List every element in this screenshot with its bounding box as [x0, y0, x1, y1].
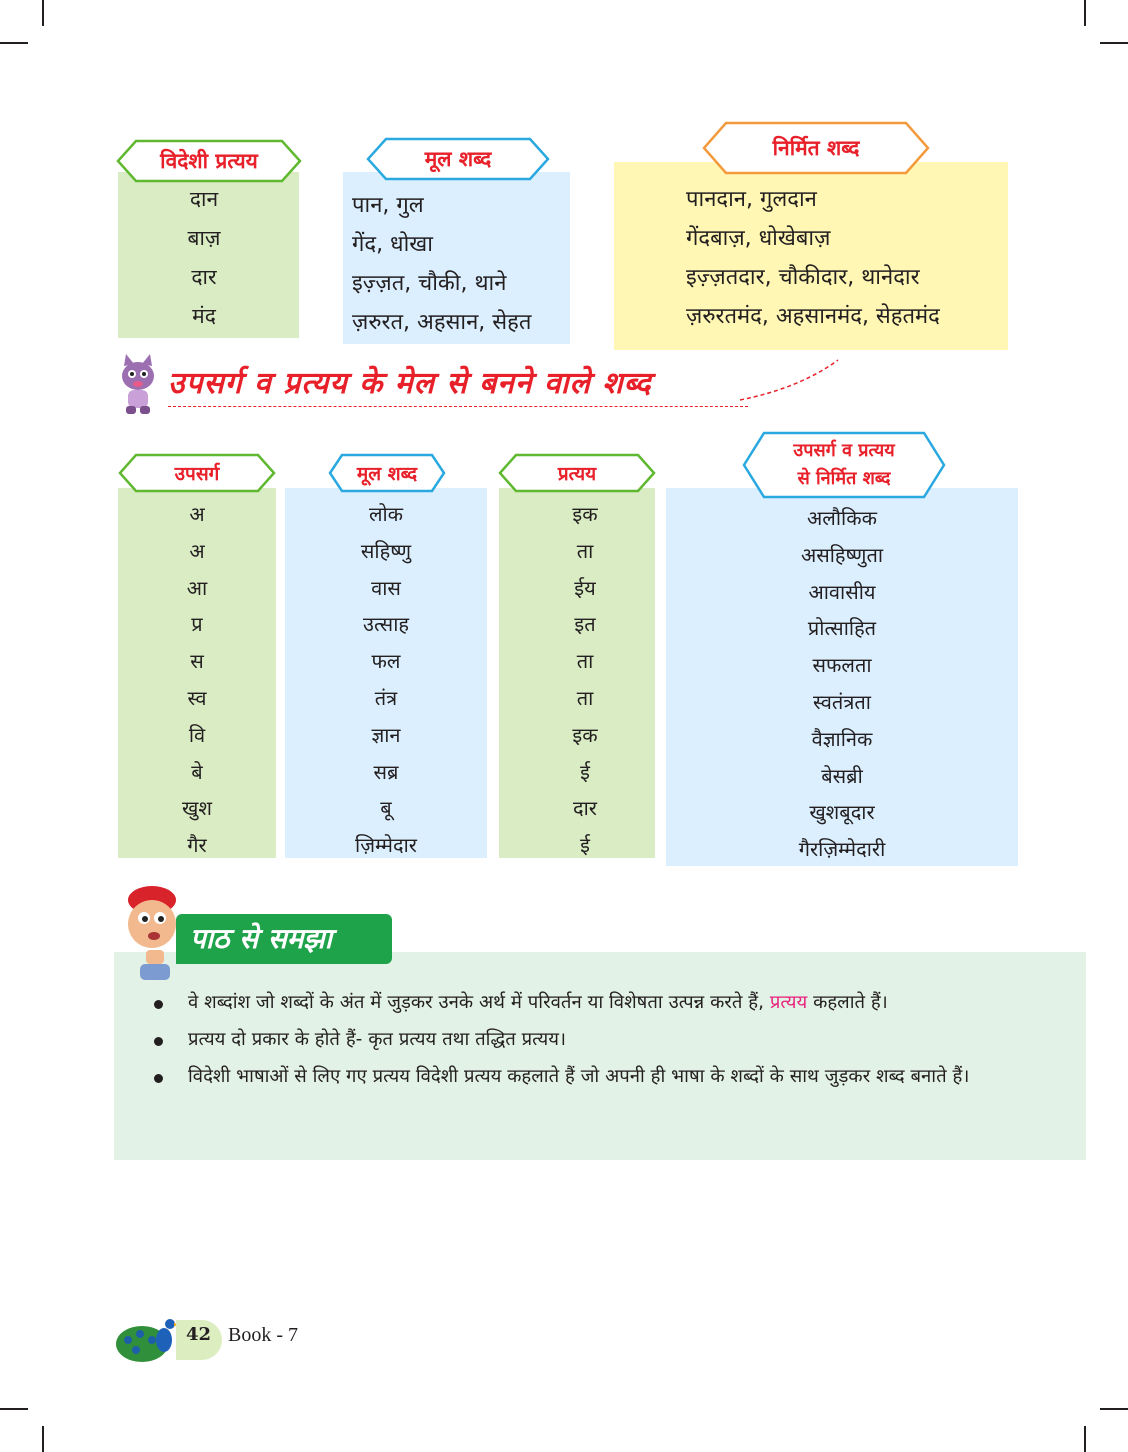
list-item: बू [380, 796, 392, 821]
crop-mark [1084, 0, 1086, 26]
list-item: सब्र [373, 759, 399, 784]
header-foreign-suffix [114, 138, 304, 184]
header-formed-word-2-label [740, 430, 948, 500]
section-title: उपसर्ग व प्रत्यय के मेल से बनने वाले शब्द [168, 366, 652, 401]
list-item: गैरज़िम्मेदारी [798, 837, 886, 862]
crop-mark [1100, 1408, 1128, 1410]
list-item: पान, गुल [352, 193, 424, 218]
list-item: स [190, 649, 204, 674]
bullet-highlight: प्रत्यय [769, 992, 808, 1013]
header-line-1: उपसर्ग व प्रत्यय [793, 440, 895, 461]
list-item: स्व [187, 685, 207, 710]
bullet-text: विदेशी भाषाओं से लिए गए प्रत्यय विदेशी प्रत्यय कहलाते हैं जो अपनी ही भाषा के शब्दों के साथ जुड़कर शब्द बनाते हैं। [188, 1066, 970, 1087]
list-item: दार [573, 796, 597, 821]
bullet-item [150, 1023, 1030, 1056]
bullet-item [150, 1060, 1030, 1093]
crop-mark [0, 42, 28, 44]
header-formed-word-label: निर्मित शब्द [772, 136, 860, 160]
list-item: सफलता [812, 653, 872, 678]
list-item: इक [572, 722, 598, 747]
dashed-underline [740, 358, 840, 404]
list-item: पानदान, गुलदान [686, 187, 817, 212]
list-item: वास [371, 575, 401, 600]
list-item: प्रोत्साहित [807, 616, 877, 641]
list-item: ज़िम्मेदार [355, 833, 417, 858]
list-item: आवासीय [808, 579, 876, 604]
header-suffix [496, 452, 658, 494]
list-item: ज़रुरत, अहसान, सेहत [352, 310, 532, 335]
header-root-word-2 [326, 452, 448, 494]
crop-mark [42, 1426, 44, 1452]
book-label: Book - 7 [228, 1324, 298, 1346]
list-item: ता [576, 649, 594, 674]
list-item: बेसब्री [821, 763, 863, 788]
dashed-rule [168, 406, 748, 407]
list-item: ई [580, 833, 590, 858]
list-item: तंत्र [374, 685, 398, 710]
summary-title: पाठ से समझा [190, 922, 332, 955]
list-item: वैज्ञानिक [811, 726, 873, 751]
list-item: दार [191, 265, 217, 289]
boy-mascot-icon [120, 884, 184, 984]
list-item: लोक [368, 502, 404, 526]
list-item: मंद [192, 304, 216, 328]
list-item: ज्ञान [371, 722, 401, 747]
cat-mascot-icon [112, 352, 164, 416]
root-word-list-2 [285, 496, 487, 864]
list-item: असहिष्णुता [800, 542, 884, 567]
bullet-text: प्रत्यय दो प्रकार के होते हैं- कृत प्रत्यय तथा तद्धित प्रत्यय। [188, 1029, 567, 1050]
list-item: आ [186, 575, 208, 600]
formed-word-list [686, 180, 1006, 336]
list-item: इज़्ज़तदार, चौकीदार, थानेदार [686, 265, 920, 290]
header-line-2: से निर्मित शब्द [797, 468, 891, 489]
list-item: फल [371, 649, 401, 674]
peacock-icon [114, 1310, 184, 1366]
page-number: 42 [186, 1324, 212, 1345]
crop-mark [1100, 42, 1128, 44]
bullet-icon [154, 1074, 163, 1083]
list-item: खुशबूदार [809, 800, 875, 825]
list-item: दान [189, 187, 219, 211]
header-formed-word [700, 120, 932, 176]
list-item: अ [189, 502, 205, 526]
list-item: इक [572, 502, 598, 526]
header-root-word [364, 136, 552, 182]
root-word-list [352, 186, 567, 342]
header-root-word-2-label: मूल शब्द [356, 463, 418, 485]
header-suffix-label: प्रत्यय [557, 463, 597, 485]
suffix-list [499, 496, 671, 864]
list-item: प्र [191, 612, 203, 637]
header-foreign-suffix-label: विदेशी प्रत्यय [160, 149, 258, 173]
bullet-icon [154, 1037, 163, 1046]
list-item: बे [191, 759, 203, 784]
cat-mascot-icon [112, 352, 164, 416]
boy-mascot-icon [120, 884, 184, 984]
list-item: ज़रुरतमंद, अहसानमंद, सेहतमंद [686, 304, 940, 329]
peacock-icon [114, 1310, 184, 1366]
crop-mark [0, 1408, 28, 1410]
foreign-suffix-list [118, 180, 290, 336]
formed-word-list-2 [666, 500, 1018, 868]
list-item: इत [574, 612, 596, 637]
list-item: वि [188, 722, 206, 747]
summary-bullets [150, 986, 1030, 1097]
list-item: स्वतंत्रता [813, 689, 871, 714]
list-item: बाज़ [187, 226, 221, 250]
list-item: गैर [187, 833, 207, 858]
list-item: ईय [574, 575, 596, 600]
list-item: सहिष्णु [360, 538, 412, 563]
list-item: खुश [182, 796, 212, 821]
list-item: ई [580, 759, 590, 784]
list-item: ता [576, 538, 594, 563]
header-prefix [116, 452, 278, 494]
list-item: अ [189, 538, 205, 563]
bullet-text-end: कहलाते हैं। [813, 992, 888, 1013]
header-prefix-label: उपसर्ग [174, 463, 220, 485]
bullet-text: वे शब्दांश जो शब्दों के अंत में जुड़कर उनके अर्थ में परिवर्तन या विशेषता उत्पन्न करते हैं, [188, 992, 764, 1013]
list-item: अलौकिक [807, 506, 877, 530]
header-formed-word-2 [740, 430, 948, 500]
crop-mark [1084, 1426, 1086, 1452]
list-item: गेंद, धोखा [352, 232, 433, 257]
bullet-item [150, 986, 1030, 1019]
list-item: उत्साह [363, 612, 409, 637]
header-root-word-label: मूल शब्द [424, 147, 492, 171]
bullet-icon [154, 1000, 163, 1009]
prefix-list [118, 496, 276, 864]
crop-mark [42, 0, 44, 26]
list-item: गेंदबाज़, धोखेबाज़ [686, 226, 831, 251]
list-item: ता [576, 685, 594, 710]
list-item: इज़्ज़त, चौकी, थाने [352, 271, 507, 296]
